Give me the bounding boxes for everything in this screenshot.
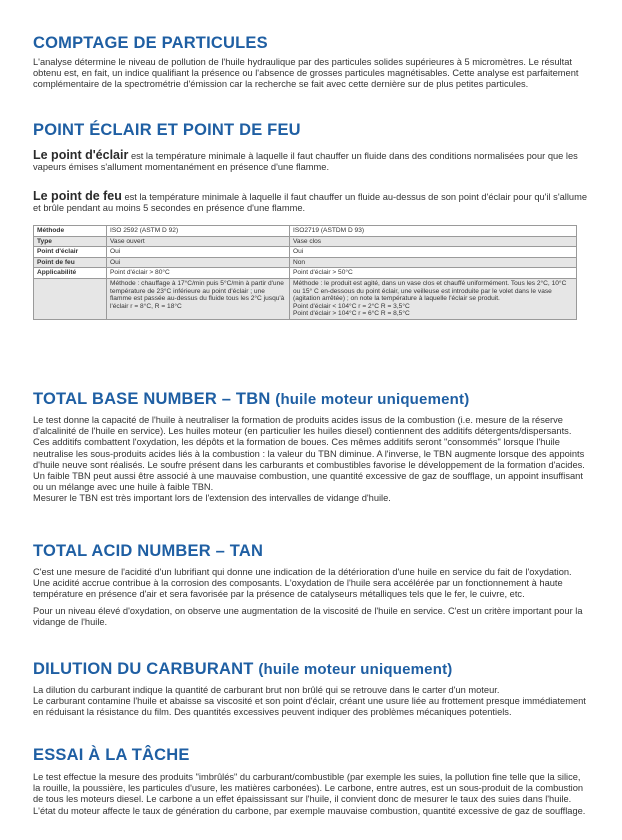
tbn-paragraph-1: Le test donne la capacité de l'huile à neutraliser la formation de produits acides issus de la combustion (i.e. mesure de la réserve d'alcalinité de l'huile en service). Les huiles moteur (en particulier les huiles diesel) contiennent des additifs détergents/dispersants. Ces additifs combattent l'oxydation, les dépôts et la formation de boues. Ces mêmes additifs seront "consommés" lorsque l'huile neutralise les sous-produits acides liés à la combustion : la valeur du TBN diminue. A l'inverse, le TBN augmente lorsque des appoints d'huile neuve sont réalisés. Le soufre présent dans les carburants et combustibles favorise le développement de la formation d'acides. bbox=[33, 415, 585, 470]
dilution-paragraph-2: Le carburant contamine l'huile et abaisse sa viscosité et son point d'éclair, créant une usure liée au frottement presque immédiatement en réduisant la résistance du film. Des quantités excessives peuvent indiquer des problèmes mécaniques potentiels. bbox=[33, 696, 586, 718]
point-eclair-paragraph: Le point d'éclair est la température minimale à laquelle il faut chauffer un fluide dans des conditions normalisées pour que les vapeurs émises s'allument momentanément en présence d'une flamme. bbox=[33, 148, 578, 173]
point-feu-paragraph: Le point de feu est la température minimale à laquelle il faut chauffer un fluide au-dessus de son point d'éclair pour qu'il s'allume et brûle pendant au moins 5 secondes en présence d'une flamme. bbox=[33, 189, 587, 214]
table-row: Méthode ISO 2592 (ASTM D 92) ISO2719 (ASTDM D 93) bbox=[34, 226, 577, 237]
methods-table bbox=[33, 225, 577, 320]
tan-body bbox=[33, 567, 589, 628]
essai-paragraph: Le test effectue la mesure des produits "imbrûlés" du carburant/combustible (par exemple les suies, la pollution fine telle que la silice, la rouille, la poussière, les particules d'usure, les matières carbonées). Le carbone, entre autres, est un sous-produit de la combustion de tous les moteurs diesel. Le carbone a un effet épaississant sur l'huile, il convient donc de mesurer le taux des suies dans l'huile. L'état du moteur affecte le taux de génération du carbone, par exemple mauvaise combustion, quantité excessive de gaz de soufflage. bbox=[33, 772, 586, 816]
point-feu-term: Le point de feu bbox=[33, 189, 122, 203]
table-row: Type Vase ouvert Vase clos bbox=[34, 236, 577, 247]
tan-paragraph-1: C'est une mesure de l'acidité d'un lubrifiant qui donne une indication de la détérioration d'une huile en service du fait de l'oxydation. Une acidité accrue contribue à la corrosion des composants. L'oxydation de l'huile sera accélérée par un fonctionnement à haute température en présence d'air et sera favorisée par la présence de catalyseurs métalliques tels que le fer, le cuivre, etc. bbox=[33, 567, 572, 600]
table-row: Point d'éclair Oui Oui bbox=[34, 247, 577, 258]
tbn-paragraph-2: Un faible TBN peut aussi être associé à une mauvaise combustion, une quantité excessive de gaz de soufflage, un appoint insuffisant ou un mélange avec une huile à faible TBN. bbox=[33, 471, 583, 493]
section-title-comptage: COMPTAGE DE PARTICULES bbox=[33, 34, 268, 52]
table-row: Point de feu Oui Non bbox=[34, 257, 577, 268]
dilution-paragraph-1: La dilution du carburant indique la quantité de carburant brut non brûlé qui se retrouve dans le carter d'un moteur. bbox=[33, 685, 500, 695]
point-eclair-term: Le point d'éclair bbox=[33, 148, 129, 162]
section-title-dilution: DILUTION DU CARBURANT (huile moteur uniquement) bbox=[33, 660, 453, 678]
section-title-essai: ESSAI À LA TÂCHE bbox=[33, 746, 190, 764]
section-subtitle-tbn: (huile moteur uniquement) bbox=[275, 391, 470, 408]
tan-paragraph-2: Pour un niveau élevé d'oxydation, on observe une augmentation de la viscosité de l'huile en service. C'est un critère important pour la vidange de l'huile. bbox=[33, 605, 583, 627]
section-title-tbn: TOTAL BASE NUMBER – TBN (huile moteur uniquement) bbox=[33, 390, 470, 408]
section-title-point-eclair: POINT ÉCLAIR ET POINT DE FEU bbox=[33, 121, 301, 139]
table-row: Applicabilité Point d'éclair > 80°C Point d'éclair > 50°C bbox=[34, 268, 577, 279]
dilution-body bbox=[33, 685, 589, 719]
table-row: Méthode : chauffage à 17°C/min puis 5°C/min à partir d'une température de 23°C inférieure au point d'éclair ; une flamme est passée au-dessus du fluide tous les 2°C jusqu'à l'éclair r = 8°C, R = 18°C Méthode : le produit est agité, dans un vase clos et chauffé uniformément. Tous les 2°C, 10°C ou 15° C en-dessous du point éclair, une veilleuse est introduite par le volet dans le vase (agitation arrêtée) ; on note la température à laquelle l'éclair se produit. Point d'éclair < 104°C r = 2°C R = 3,5°C Point d'éclair > 104°C r = 6°C R = 8,5°C bbox=[34, 278, 577, 319]
section-subtitle-dilution: (huile moteur uniquement) bbox=[258, 661, 453, 678]
tbn-body bbox=[33, 415, 589, 505]
comptage-paragraph: L'analyse détermine le niveau de pollution de l'huile hydraulique par des particules solides supérieures à 5 micromètres. Le résultat obtenu est, en fait, un indice qualifiant la présence ou l'absence de grosses particules magnétisables. Cette analyse est parfaitement complémentaire de la spectrométrie d'émission car la recherche se fait avec cette dernière sur de plus petites particules. bbox=[33, 57, 579, 90]
section-title-tan: TOTAL ACID NUMBER – TAN bbox=[33, 542, 264, 560]
tbn-paragraph-3: Mesurer le TBN est très important lors de l'extension des intervalles de vidange d'huile. bbox=[33, 493, 391, 504]
